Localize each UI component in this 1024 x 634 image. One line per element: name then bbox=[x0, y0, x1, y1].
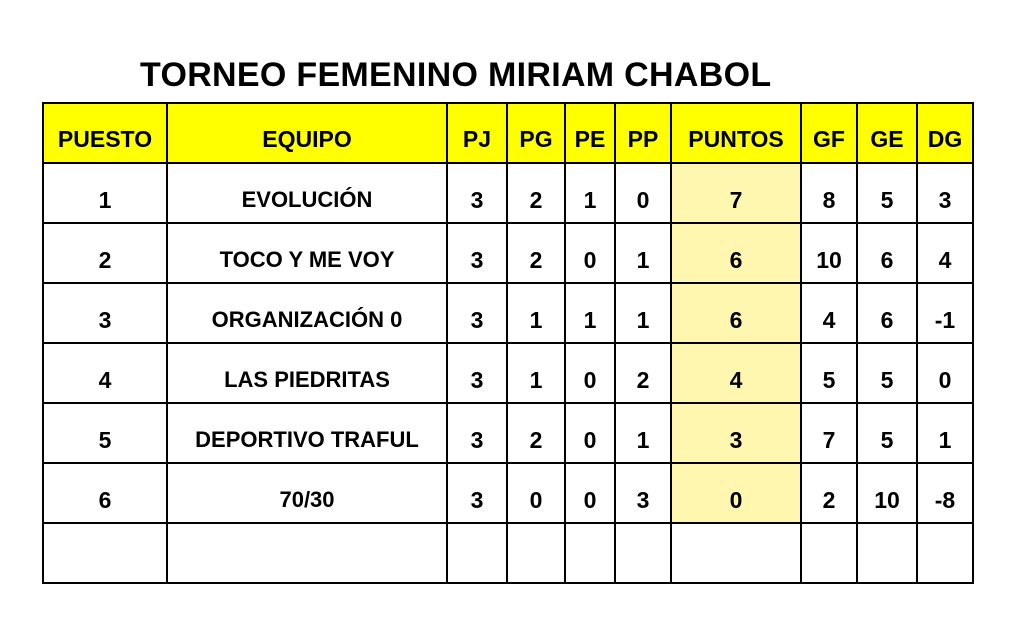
cell-pp: 1 bbox=[615, 283, 671, 343]
header-equipo: EQUIPO bbox=[167, 103, 447, 163]
cell-puesto: 1 bbox=[43, 163, 167, 223]
table-row bbox=[43, 343, 973, 403]
cell-ge: 6 bbox=[857, 283, 917, 343]
cell-equipo: TOCO Y ME VOY bbox=[167, 223, 447, 283]
cell-dg: 3 bbox=[917, 163, 973, 223]
table-row bbox=[43, 403, 973, 463]
table-row bbox=[43, 163, 973, 223]
empty-cell bbox=[167, 523, 447, 583]
header-puntos: PUNTOS bbox=[671, 103, 801, 163]
empty-cell bbox=[565, 523, 615, 583]
cell-equipo: 70/30 bbox=[167, 463, 447, 523]
cell-pp: 2 bbox=[615, 343, 671, 403]
standings-table bbox=[42, 102, 974, 584]
cell-dg: -8 bbox=[917, 463, 973, 523]
cell-pe: 0 bbox=[565, 403, 615, 463]
cell-ge: 6 bbox=[857, 223, 917, 283]
table-row bbox=[43, 223, 973, 283]
header-puesto: PUESTO bbox=[43, 103, 167, 163]
cell-pg: 1 bbox=[507, 343, 565, 403]
cell-puesto: 4 bbox=[43, 343, 167, 403]
empty-row bbox=[43, 523, 973, 583]
empty-cell bbox=[801, 523, 857, 583]
cell-pg: 1 bbox=[507, 283, 565, 343]
cell-ge: 5 bbox=[857, 343, 917, 403]
cell-equipo: EVOLUCIÓN bbox=[167, 163, 447, 223]
table-row bbox=[43, 283, 973, 343]
cell-gf: 10 bbox=[801, 223, 857, 283]
cell-gf: 8 bbox=[801, 163, 857, 223]
header-ge: GE bbox=[857, 103, 917, 163]
header-pg: PG bbox=[507, 103, 565, 163]
cell-pe: 0 bbox=[565, 463, 615, 523]
cell-pj: 3 bbox=[447, 223, 507, 283]
cell-pg: 2 bbox=[507, 403, 565, 463]
empty-cell bbox=[917, 523, 973, 583]
cell-pj: 3 bbox=[447, 163, 507, 223]
cell-pg: 2 bbox=[507, 163, 565, 223]
header-pe: PE bbox=[565, 103, 615, 163]
empty-cell bbox=[43, 523, 167, 583]
cell-puntos: 6 bbox=[671, 223, 801, 283]
cell-puntos: 0 bbox=[671, 463, 801, 523]
cell-puesto: 2 bbox=[43, 223, 167, 283]
cell-puntos: 6 bbox=[671, 283, 801, 343]
cell-pj: 3 bbox=[447, 343, 507, 403]
cell-ge: 5 bbox=[857, 403, 917, 463]
cell-puntos: 7 bbox=[671, 163, 801, 223]
cell-equipo: DEPORTIVO TRAFUL bbox=[167, 403, 447, 463]
cell-pe: 0 bbox=[565, 223, 615, 283]
cell-puesto: 5 bbox=[43, 403, 167, 463]
header-pp: PP bbox=[615, 103, 671, 163]
cell-puesto: 6 bbox=[43, 463, 167, 523]
cell-dg: 1 bbox=[917, 403, 973, 463]
cell-pg: 2 bbox=[507, 223, 565, 283]
cell-pp: 3 bbox=[615, 463, 671, 523]
cell-pj: 3 bbox=[447, 403, 507, 463]
cell-equipo: LAS PIEDRITAS bbox=[167, 343, 447, 403]
header-gf: GF bbox=[801, 103, 857, 163]
header-pj: PJ bbox=[447, 103, 507, 163]
page-title: TORNEO FEMENINO MIRIAM CHABOL bbox=[140, 56, 772, 94]
cell-equipo: ORGANIZACIÓN 0 bbox=[167, 283, 447, 343]
empty-cell bbox=[615, 523, 671, 583]
header-dg: DG bbox=[917, 103, 973, 163]
cell-dg: 4 bbox=[917, 223, 973, 283]
cell-gf: 2 bbox=[801, 463, 857, 523]
empty-cell bbox=[447, 523, 507, 583]
cell-pp: 1 bbox=[615, 223, 671, 283]
cell-pj: 3 bbox=[447, 283, 507, 343]
cell-ge: 5 bbox=[857, 163, 917, 223]
cell-pp: 0 bbox=[615, 163, 671, 223]
empty-cell bbox=[671, 523, 801, 583]
header-row bbox=[43, 103, 973, 163]
cell-gf: 4 bbox=[801, 283, 857, 343]
cell-pg: 0 bbox=[507, 463, 565, 523]
cell-pe: 0 bbox=[565, 343, 615, 403]
cell-pe: 1 bbox=[565, 163, 615, 223]
empty-cell bbox=[857, 523, 917, 583]
cell-pj: 3 bbox=[447, 463, 507, 523]
cell-ge: 10 bbox=[857, 463, 917, 523]
cell-puesto: 3 bbox=[43, 283, 167, 343]
table-row bbox=[43, 463, 973, 523]
cell-puntos: 4 bbox=[671, 343, 801, 403]
cell-pe: 1 bbox=[565, 283, 615, 343]
cell-gf: 5 bbox=[801, 343, 857, 403]
cell-dg: 0 bbox=[917, 343, 973, 403]
cell-pp: 1 bbox=[615, 403, 671, 463]
cell-gf: 7 bbox=[801, 403, 857, 463]
cell-dg: -1 bbox=[917, 283, 973, 343]
empty-cell bbox=[507, 523, 565, 583]
cell-puntos: 3 bbox=[671, 403, 801, 463]
